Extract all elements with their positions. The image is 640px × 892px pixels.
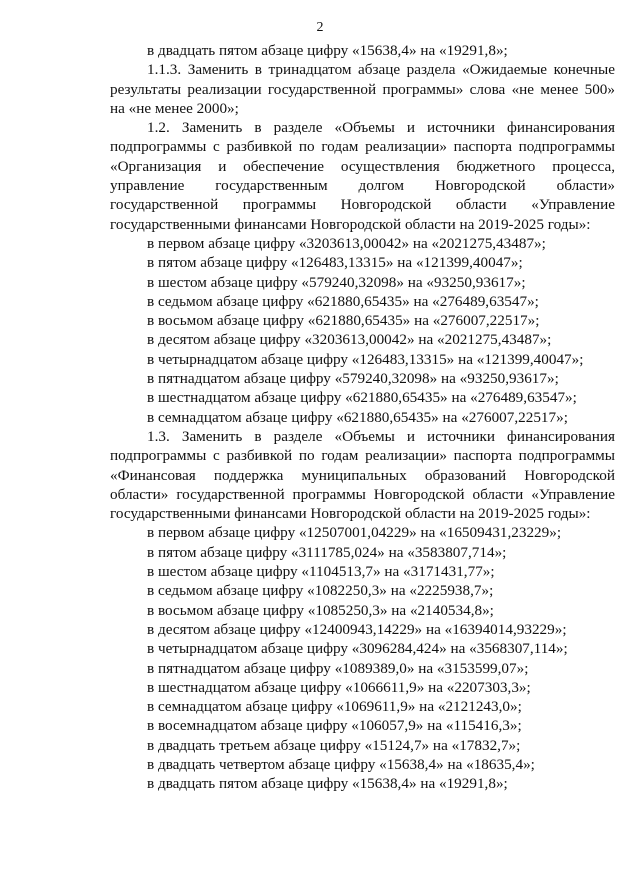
- text-line: государственными финансами Новгородской области на 2019-2025 годы»:: [110, 505, 591, 523]
- text-line: в первом абзаце цифру «12507001,04229» на «16509431,23229»;: [147, 524, 562, 542]
- text-line: управление государственным долгом Новгородской области»: [110, 177, 615, 195]
- text-line: области» государственной программы Новгородской области «Управление: [110, 485, 615, 503]
- text-line: на «не менее 2000»;: [110, 99, 239, 117]
- text-line: в четырнадцатом абзаце цифру «3096284,424» на «3568307,114»;: [147, 640, 568, 658]
- text-line: подпрограммы с разбивкой по годам реализации» паспорта подпрограммы: [110, 138, 615, 156]
- text-line: в семнадцатом абзаце цифру «621880,65435» на «276007,22517»;: [147, 408, 568, 426]
- text-line: в десятом абзаце цифру «12400943,14229» на «16394014,93229»;: [147, 620, 567, 638]
- text-line: результаты реализации государственной программы» слова «не менее 500»: [110, 80, 615, 98]
- text-line: в двадцать четвертом абзаце цифру «15638,4» на «18635,4»;: [147, 755, 535, 773]
- text-line: в двадцать третьем абзаце цифру «15124,7» на «17832,7»;: [147, 736, 521, 754]
- text-line: в восьмом абзаце цифру «1085250,3» на «2140534,8»;: [147, 601, 494, 619]
- text-line: «Финансовая поддержка муниципальных образований Новгородской: [110, 466, 615, 484]
- text-line: государственной программы Новгородской области «Управление: [110, 196, 615, 214]
- text-line: в шестнадцатом абзаце цифру «1066611,9» на «2207303,3»;: [147, 678, 531, 696]
- text-line: 1.2. Заменить в разделе «Объемы и источники финансирования: [147, 119, 615, 137]
- text-line: в пятом абзаце цифру «126483,13315» на «121399,40047»;: [147, 254, 523, 272]
- page-number: 2: [316, 20, 324, 35]
- text-line: 1.1.3. Заменить в тринадцатом абзаце раздела «Ожидаемые конечные: [147, 61, 615, 79]
- text-line: в двадцать пятом абзаце цифру «15638,4» на «19291,8»;: [147, 42, 508, 59]
- text-line: в семнадцатом абзаце цифру «1069611,9» на «2121243,0»;: [147, 698, 522, 716]
- text-line: в десятом абзаце цифру «3203613,00042» на «2021275,43487»;: [147, 331, 552, 349]
- text-line: в пятнадцатом абзаце цифру «1089389,0» на «3153599,07»;: [147, 659, 529, 677]
- text-line: в пятнадцатом абзаце цифру «579240,32098» на «93250,93617»;: [147, 370, 559, 388]
- text-line: в шестом абзаце цифру «1104513,7» на «3171431,77»;: [147, 563, 495, 581]
- text-line: в двадцать пятом абзаце цифру «15638,4» на «19291,8»;: [147, 775, 508, 793]
- text-line: в четырнадцатом абзаце цифру «126483,13315» на «121399,40047»;: [147, 350, 584, 368]
- text-line: в восемнадцатом абзаце цифру «106057,9» на «115416,3»;: [147, 717, 522, 735]
- text-line: 1.3. Заменить в разделе «Объемы и источники финансирования: [147, 427, 615, 445]
- text-line: в пятом абзаце цифру «3111785,024» на «3583807,714»;: [147, 543, 507, 561]
- text-line: государственными финансами Новгородской области на 2019-2025 годы»:: [110, 215, 591, 233]
- text-line: в шестнадцатом абзаце цифру «621880,65435» на «276489,63547»;: [147, 389, 577, 407]
- text-line: в седьмом абзаце цифру «621880,65435» на «276489,63547»;: [147, 292, 539, 310]
- text-line: «Организация и обеспечение осуществления бюджетного процесса,: [110, 157, 615, 175]
- text-line: в восьмом абзаце цифру «621880,65435» на «276007,22517»;: [147, 312, 540, 330]
- text-line: подпрограммы с разбивкой по годам реализации» паспорта подпрограммы: [110, 447, 615, 465]
- text-line: в седьмом абзаце цифру «1082250,3» на «2225938,7»;: [147, 582, 494, 600]
- text-line: в шестом абзаце цифру «579240,32098» на «93250,93617»;: [147, 273, 526, 291]
- document-body: [110, 41, 615, 794]
- text-line: в первом абзаце цифру «3203613,00042» на «2021275,43487»;: [147, 234, 546, 252]
